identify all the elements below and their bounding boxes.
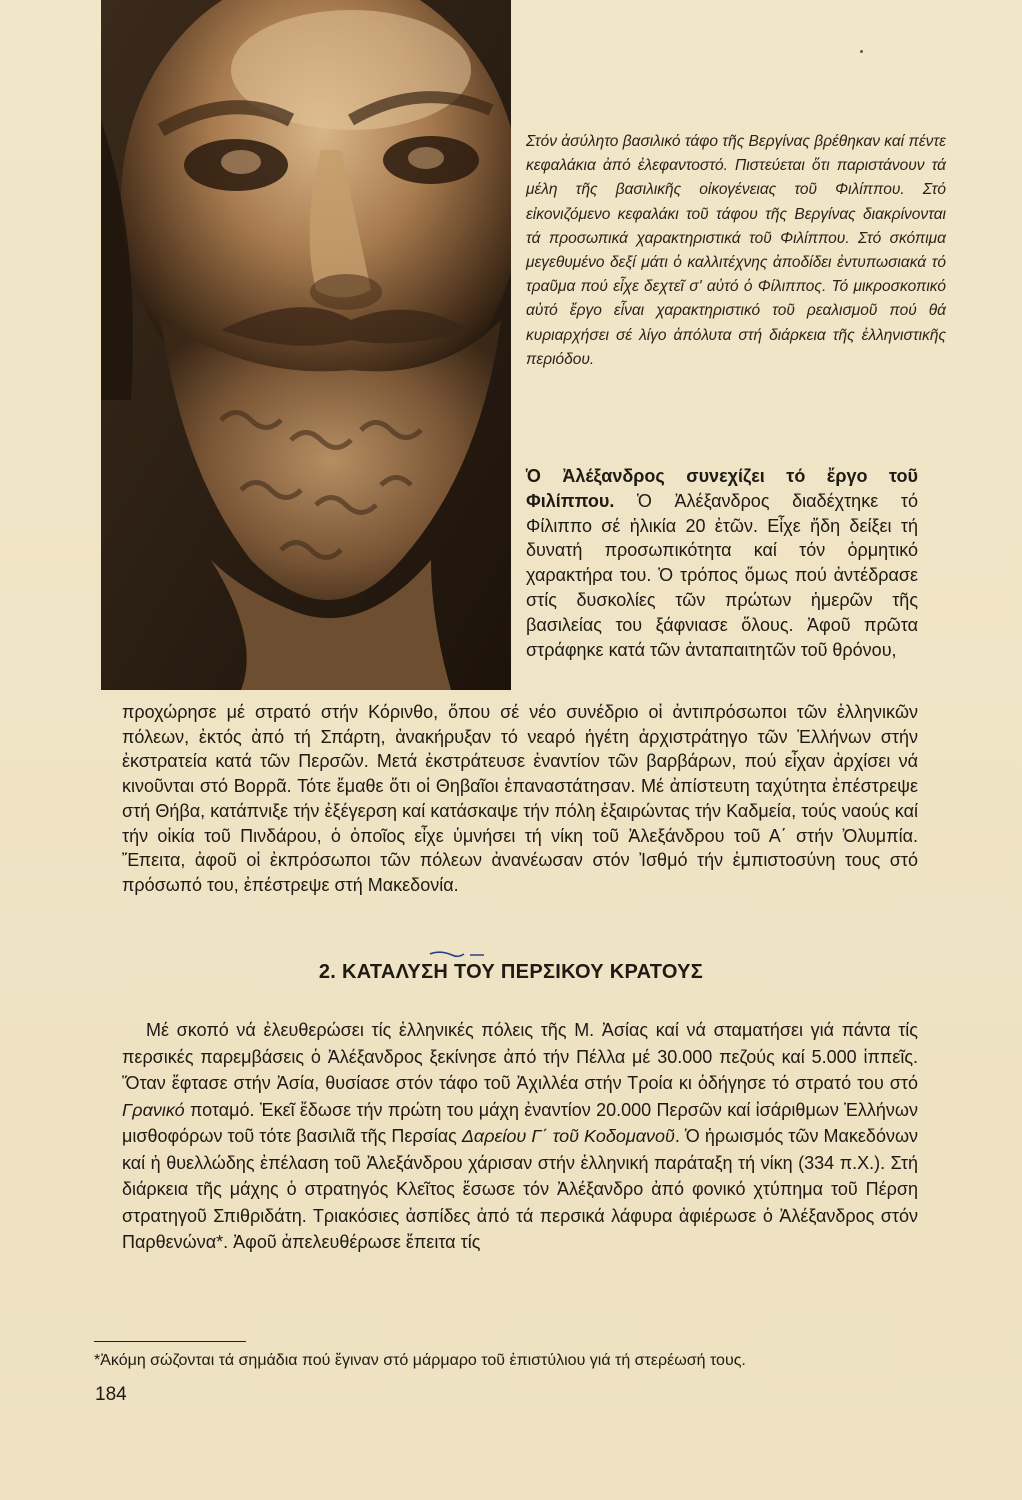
darius-name: Δαρείου Γ΄ τοῦ Κοδομανοῦ xyxy=(461,1126,675,1146)
section-title: 2. ΚΑΤΑΛΥΣΗ ΤΟΥ ΠΕΡΣΙΚΟΥ ΚΡΑΤΟΥΣ xyxy=(318,961,704,983)
figure-caption: Στόν ἀσύλητο βασιλικό τάφο τῆς Βεργίνας βρέθηκαν καί πέντε κεφαλάκια ἀπό ἐλεφαντοστό. Πιστεύεται ὅτι παριστάνουν τά μέλη τῆς βασιλικῆς οἰκογένειας τοῦ Φιλίππου. Στό εἰκονιζόμενο κεφαλάκι τοῦ τάφου τῆς Βεργίνας διακρίνονται τά προσωπικά χαρακτηριστικά τοῦ Φιλίππου. Στό σκόπιμα μεγεθυμένο δεξί μάτι ὁ καλλιτέχνης ἀποδίδει ἐντυπωσιακά τό τραῦμα πού εἶχε δεχτεῖ σ' αὐτό ὁ Φίλιππος. Τό μικροσκοπικό αὐτό ἔργο εἶναι χαρακτηριστικό τοῦ ρεαλισμοῦ πού θά κυριαρχήσει σέ λίγο ἀπόλυτα στή διάρκεια τῆς ἑλληνιστικῆς περιόδου. xyxy=(526,133,946,368)
section-body-paragraph xyxy=(122,1017,918,1256)
pen-mark-icon xyxy=(428,948,488,962)
intro-text: Ὁ Ἀλέξανδρος διαδέχτηκε τό Φίλιππο σέ ἡλικία 20 ἐτῶν. Εἶχε ἤδη δείξει τή δυνατή προσωπικότητα καί τόν ὁρμητικό χαρακτήρα του. Ὁ τρόπος ὅμως πού ἀντέδρασε στίς δυσκολίες τῶν πρώτων ἡμερῶν τῆς βασιλείας του ξάφνιασε ὅλους. Ἀφοῦ πρῶτα στράφηκε κατά τῶν ἀνταπαιτητῶν τοῦ θρόνου, xyxy=(526,490,918,660)
body-text-part3: . Ὁ ἡρωισμός τῶν Μακεδόνων καί ἡ θυελλώδης ἐπέλαση τοῦ Ἀλεξάνδρου χάρισαν στήν ἑλληνική παράταξη τή νίκη (334 π.Χ.). Στή διάρκεια τῆς μάχης ὁ στρατηγός Κλεῖτος ἔσωσε τόν Ἀλέξανδρο ἀπό φονικό χτύπημα τοῦ Πέρση στρατηγοῦ Σπιθριδάτη. Τριακόσιες ἀσπίδες ἀπό τά περσικά λάφυρα ἀφιέρωσε ὁ Ἀλέξανδρος στόν Παρθενώνα*. Ἀφοῦ ἀπελευθέρωσε ἔπειτα τίς xyxy=(122,1126,919,1252)
print-speck xyxy=(860,50,863,53)
granikos-term: Γρανικό xyxy=(122,1099,185,1120)
page-number: 184 xyxy=(95,1384,127,1405)
bust-image xyxy=(101,0,511,690)
continuation-paragraph: προχώρησε μέ στρατό στήν Κόρινθο, ὅπου σέ νέο συνέδριο οἱ ἀντιπρόσωποι τῶν ἑλληνικῶν πόλεων, ἐκτός ἀπό τή Σπάρτη, ἀνακήρυξαν τό νεαρό ἡγέτη ἀρχιστράτηγο τῶν Ἑλλήνων στήν ἐκστρατεία κατά τῶν Περσῶν. Μετά ἐκστράτευσε ἐναντίον τῶν βαρβάρων, πού εἶχαν ἀρχίσει νά κινοῦνται στό Βορρᾶ. Τότε ἔμαθε ὅτι οἱ Θηβαῖοι ἐπαναστάτησαν. Μέ ἀπίστευτη ταχύτητα ἐπέστρεψε στή Θήβα, κατάπνιξε τήν ἐξέγερση καί κατάσκαψε τήν πόλη ἐξαιρώντας τήν Καδμεία, τούς ναούς καί τήν οἰκία τοῦ Πινδάρου, ὁ ὁποῖος εἶχε ὑμνήσει τή νίκη τοῦ Ἀλεξάνδρου τοῦ Α΄ στήν Ὀλυμπία. Ἔπειτα, ἀφοῦ οἱ ἐκπρόσωποι τῶν πόλεων ἀνανέωσαν στόν Ἰσθμό τήν ἐμπιστοσύνη τους στό πρόσωπό του, ἐπέστρεψε στή Μακεδονία. xyxy=(122,702,918,895)
bust-photograph xyxy=(101,0,511,690)
body-text-part1: Μέ σκοπό νά ἐλευθερώσει τίς ἑλληνικές πόλεις τῆς Μ. Ἀσίας καί νά σταματήσει γιά πάντα τίς περσικές παρεμβάσεις ὁ Ἀλέξανδρος ξεκίνησε ἀπό τήν Πέλλα μέ 30.000 πεζούς καί 5.000 ἱππεῖς. Ὅταν ἔφτασε στήν Ἀσία, θυσίασε στόν τάφο τοῦ Ἀχιλλέα στήν Τροία κι ὁδήγησε τό στρατό του στό xyxy=(122,1020,918,1093)
section-intro-paragraph xyxy=(526,464,918,662)
body-text-part2: ποταμό. Ἐκεῖ ἔδωσε τήν πρώτη του μάχη ἐναντίον 20.000 Περσῶν καί ἰσάριθμων Ἑλλήνων μισθοφόρων τοῦ τότε βασιλιᾶ τῆς Περσίας xyxy=(122,1099,918,1146)
footnote-divider xyxy=(94,1341,246,1342)
footnote: *Ἀκόμη σώζονται τά σημάδια πού ἔγιναν στό μάρμαρο τοῦ ἐπιστύλιου γιά τή στερέωσή τους. xyxy=(94,1352,746,1369)
paragraph-heading: Ὁ Ἀλέξανδρος συνεχίζει τό ἔργο τοῦ Φιλίππου. xyxy=(526,466,918,511)
